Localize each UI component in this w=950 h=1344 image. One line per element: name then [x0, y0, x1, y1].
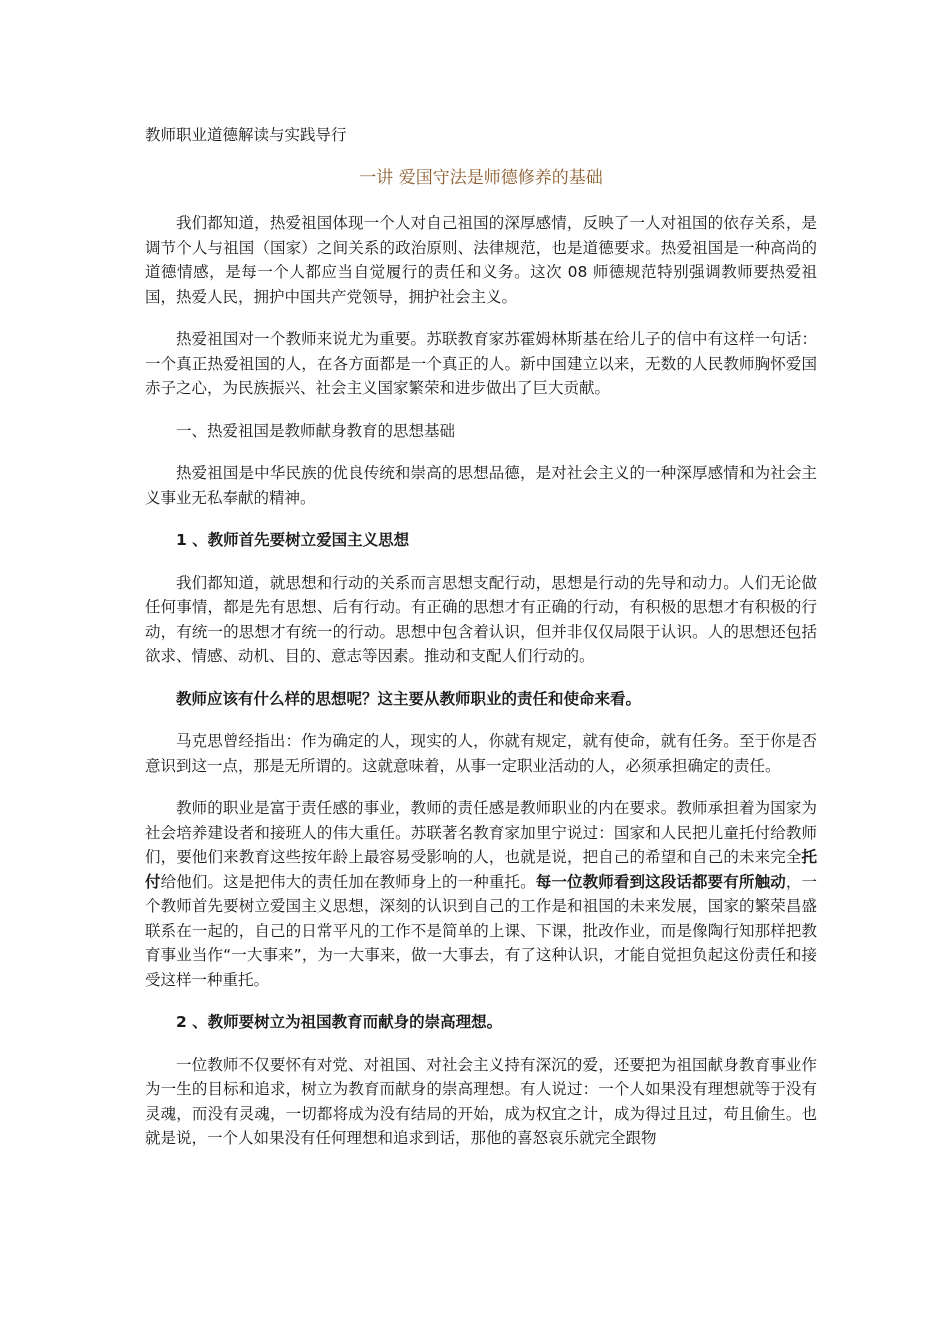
paragraph-6-bold-emphasis: 每一位教师看到这段话都要有所触动: [535, 872, 786, 891]
document-header: 教师职业道德解读与实践导行: [145, 126, 347, 144]
document-body: [145, 123, 817, 1169]
paragraph-7: 一位教师不仅要怀有对党、对祖国、对社会主义持有深沉的爱，还要把为祖国献身教育事业作为一生的目标和追求，树立为教育而献身的崇高理想。有人说过：一个人如果没有理想就等于没有灵魂，而没有灵魂，一切都将成为没有结局的开始，成为权宜之计，成为得过且过，苟且偷生。也就是说，一个人如果没有任何理想和追求到话，那他的喜怒哀乐就完全跟物: [145, 1055, 817, 1147]
paragraph-5: 马克思曾经指出：作为确定的人，现实的人，你就有规定，就有使命，就有任务。至于你是否意识到这一点，那是无所谓的。这就意味着，从事一定职业活动的人，必须承担确定的责任。: [145, 732, 817, 775]
paragraph-4: 我们都知道，就思想和行动的关系而言思想支配行动，思想是行动的先导和动力。人们无论做任何事情，都是先有思想、后有行动。有正确的思想才有正确的行动，有积极的思想才有积极的行动，有统一的思想才有统一的行动。思想中包含着认识，但并非仅仅局限于认识。人的思想还包括欲求、情感、动机、目的、意志等因素。推动和支配人们行动的。: [145, 573, 817, 665]
paragraph-2: 热爱祖国对一个教师来说尤为重要。苏联教育家苏霍姆林斯基在给儿子的信中有这样一句话：一个真正热爱祖国的人，在各方面都是一个真正的人。新中国建立以来，无数的人民教师胸怀爱国赤子之心，为民族振兴、社会主义国家繁荣和进步做出了巨大贡献。: [145, 330, 817, 397]
lecture-title: 一讲 爱国守法是师德修养的基础: [359, 168, 603, 188]
paragraph-6-part-a: 教师的职业是富于责任感的事业，教师的责任感是教师职业的内在要求。教师承担着为国家为社会培养建设者和接班人的伟大重任。苏联著名教育家加里宁说过：国家和人民把儿童托付给教师们，要他们来教育这些按年龄上最容易受影响的人，也就是说，把自己的希望和自己的未来完全: [145, 799, 817, 866]
subheading-2: 2 、教师要树立为祖国教育而献身的崇高理想。: [176, 1013, 503, 1031]
paragraph-6-part-e: ，一个教师首先要树立爱国主义思想，深刻的认识到自己的工作是和祖国的未来发展，国家的繁荣昌盛联系在一起的，自己的日常平凡的工作不是简单的上课、下课，批改作业，而是像陶行知那样把教育事业当作“一大事来”，为一大事来，做一大事去，有了这种认识，才能自觉担负起这份责任和接受这样一种重托。: [145, 872, 817, 989]
question-heading: 教师应该有什么样的思想呢？这主要从教师职业的责任和使命来看。: [176, 689, 642, 708]
paragraph-6-bold-entrust: 托付: [145, 848, 817, 891]
subheading-1: 1 、教师首先要树立爱国主义思想: [176, 531, 410, 549]
paragraph-6-part-c: 给他们。这是把伟大的责任加在教师身上的一种重托。: [160, 872, 536, 891]
paragraph-6: [145, 796, 817, 992]
paragraph-1: 我们都知道，热爱祖国体现一个人对自己祖国的深厚感情，反映了一人对祖国的依存关系，是调节个人与祖国（国家）之间关系的政治原则、法律规范，也是道德要求。热爱祖国是一种高尚的道德情感，是每一个人都应当自觉履行的责任和义务。这次 08 师德规范特别强调教师要热爱祖国，热爱人民，拥护中国共产党领导，拥护社会主义。: [145, 214, 817, 306]
paragraph-3: 热爱祖国是中华民族的优良传统和崇高的思想品德，是对社会主义的一种深厚感情和为社会主义事业无私奉献的精神。: [145, 464, 817, 507]
section-heading-1: 一、热爱祖国是教师献身教育的思想基础: [176, 421, 456, 440]
